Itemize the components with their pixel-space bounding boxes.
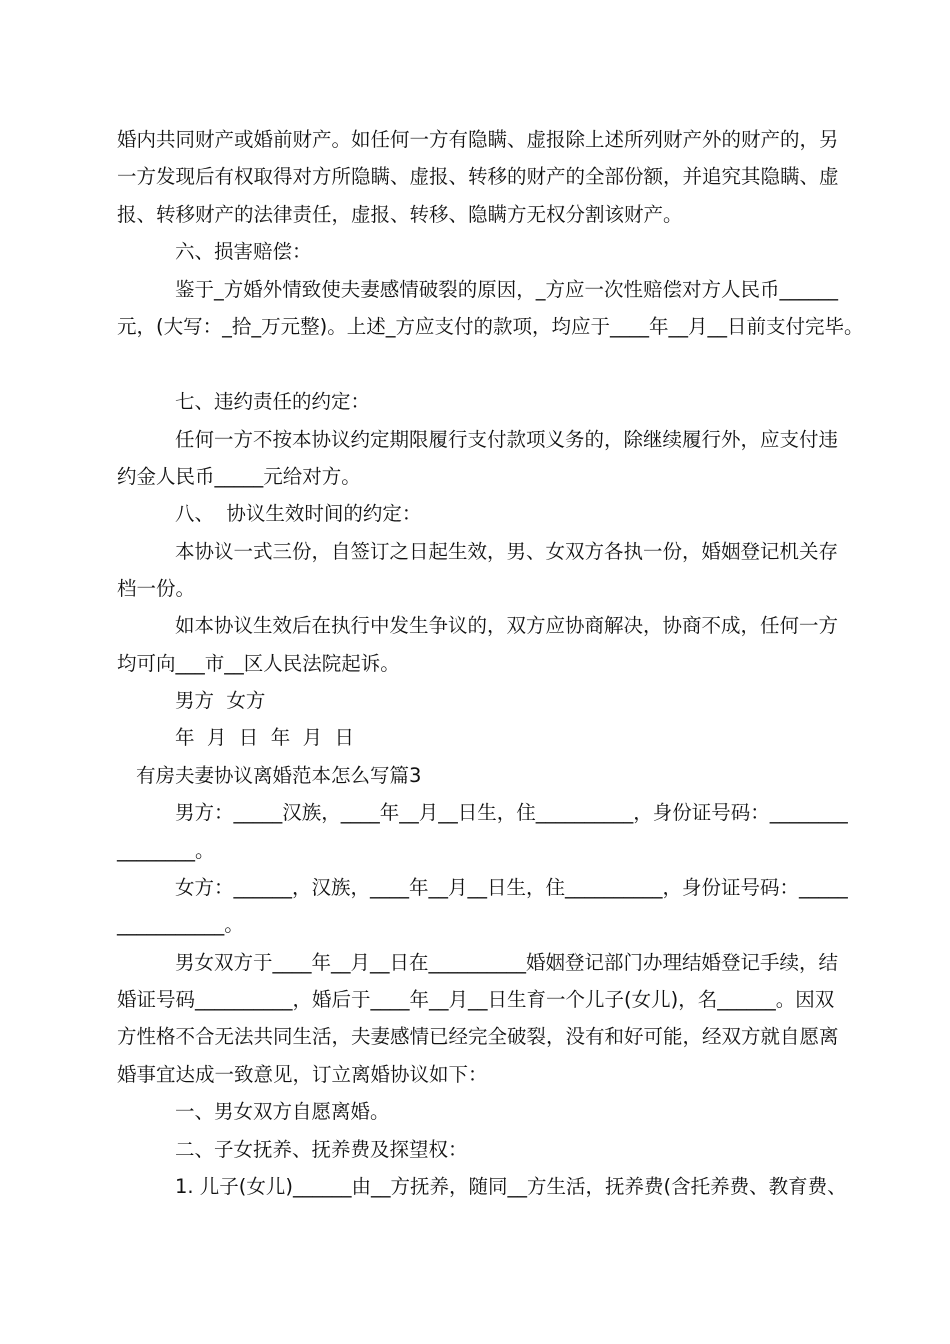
paragraph-line: 一方发现后有权取得对方所隐瞒、虚报、转移的财产的全部份额，并追究其隐瞒、虚	[117, 165, 839, 188]
date-line: 年 月 日 年 月 日	[175, 726, 354, 749]
paragraph-line: 婚证号码__________，婚后于____年__月__日生育一个儿子(女儿)，名______。因双	[117, 988, 835, 1011]
paragraph-line: 鉴于_方婚外情致使夫妻感情破裂的原因，_方应一次性赔偿对方人民币______	[175, 278, 839, 301]
paragraph-line: ___________。	[117, 913, 244, 936]
paragraph-line: 婚事宜达成一致意见，订立离婚协议如下：	[117, 1063, 488, 1086]
section-heading: 六、损害赔偿：	[175, 240, 312, 263]
article-title: 有房夫妻协议离婚范本怎么写篇3	[136, 764, 422, 787]
paragraph-line: 本协议一式三份，自签订之日起生效，男、女双方各执一份，婚姻登记机关存	[175, 540, 839, 563]
paragraph-line: 报、转移财产的法律责任，虚报、转移、隐瞒方无权分割该财产。	[117, 203, 683, 226]
signature-line: 男方 女方	[175, 689, 266, 712]
section-heading: 八、 协议生效时间的约定：	[175, 502, 422, 525]
paragraph-line: ________。	[117, 839, 215, 862]
paragraph-line: 方性格不合无法共同生活，夫妻感情已经完全破裂，没有和好可能，经双方就自愿离	[117, 1025, 839, 1048]
paragraph-line: 女方：______，汉族，____年__月__日生，住__________，身份证号码：_____	[175, 876, 848, 899]
paragraph-line: 元，(大写：_拾_万元整)。上述_方应支付的款项，均应于____年__月__日前支付完毕。	[117, 315, 864, 338]
section-heading: 七、违约责任的约定：	[175, 390, 371, 413]
paragraph-line: 均可向___市__区人民法院起诉。	[117, 652, 400, 675]
paragraph-line: 任何一方不按本协议约定期限履行支付款项义务的，除继续履行外，应支付违	[175, 428, 839, 451]
section-heading: 二、子女抚养、抚养费及探望权：	[175, 1138, 468, 1161]
paragraph-line: 男方：_____汉族，____年__月__日生，住__________，身份证号码：________	[175, 801, 848, 824]
paragraph-line: 婚内共同财产或婚前财产。如任何一方有隐瞒、虚报除上述所列财产外的财产的，另	[117, 128, 839, 151]
paragraph-line: 约金人民币_____元给对方。	[117, 465, 361, 488]
section-heading: 一、男女双方自愿离婚。	[175, 1100, 390, 1123]
paragraph-line: 男女双方于____年__月__日在__________婚姻登记部门办理结婚登记手续，结	[175, 951, 839, 974]
paragraph-line: 如本协议生效后在执行中发生争议的，双方应协商解决，协商不成，任何一方	[175, 614, 839, 637]
paragraph-line: 档一份。	[117, 577, 196, 600]
paragraph-line: 1. 儿子(女儿)______由__方抚养，随同__方生活，抚养费(含托养费、教育费、	[175, 1175, 847, 1198]
